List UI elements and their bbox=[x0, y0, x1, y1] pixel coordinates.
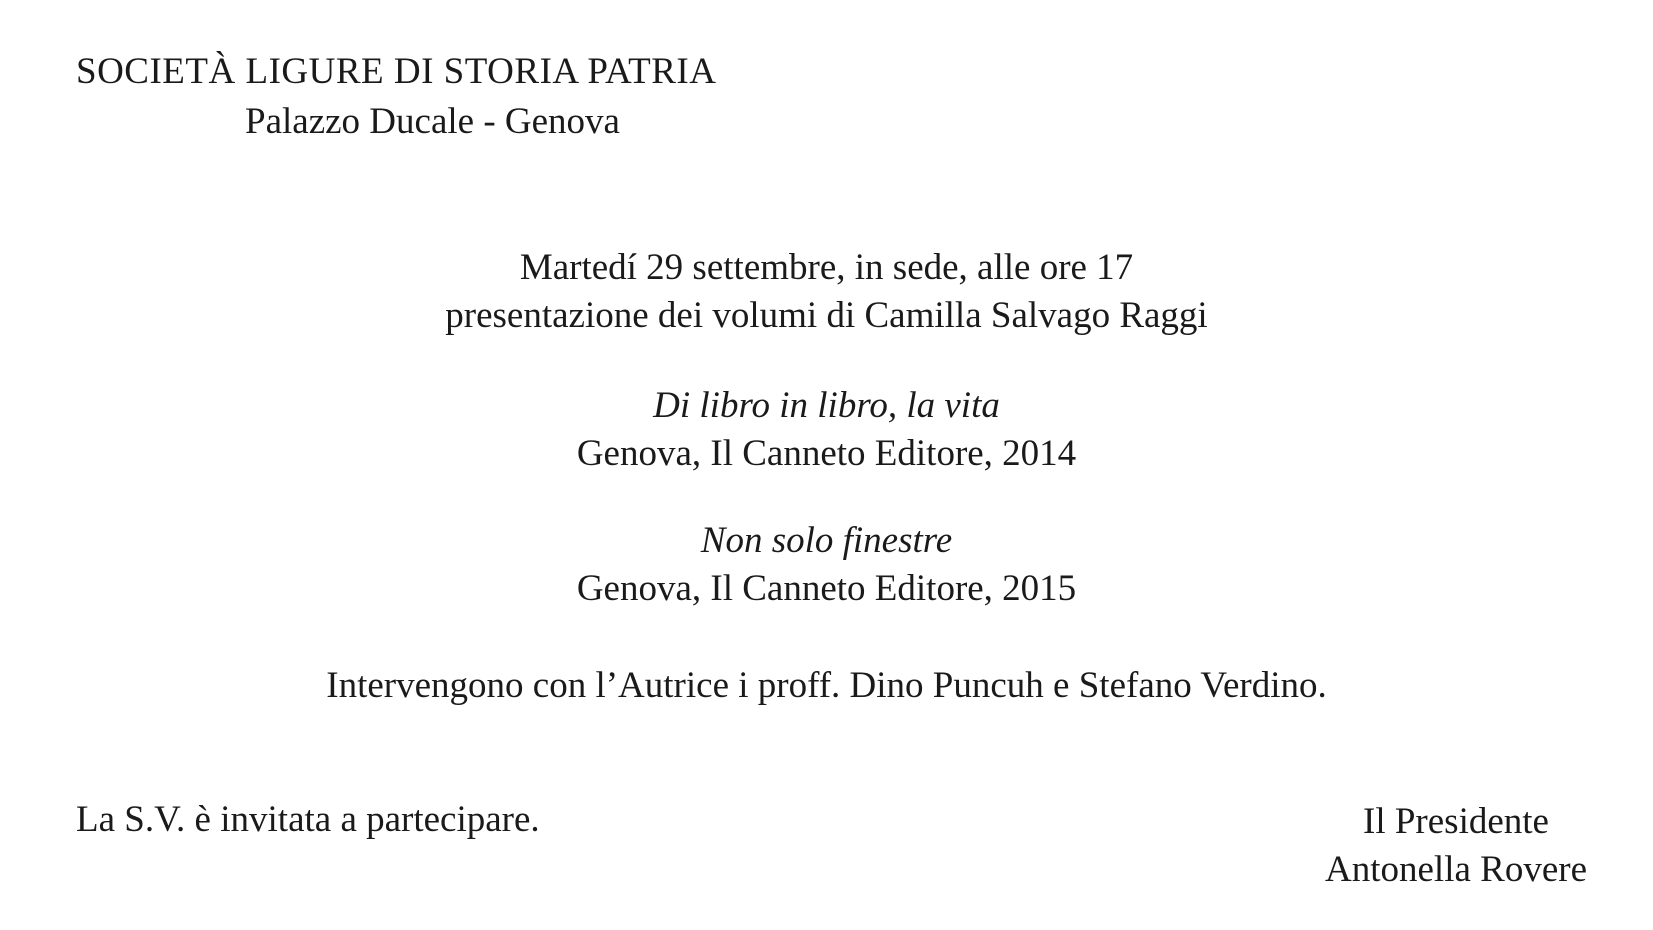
organization-location: Palazzo Ducale - Genova bbox=[245, 101, 620, 142]
invitation-text: La S.V. è invitata a partecipare. bbox=[76, 799, 540, 840]
book-entry bbox=[0, 382, 1653, 478]
signature-role: Il Presidente bbox=[1363, 801, 1549, 842]
book-publisher: Genova, Il Canneto Editore, 2014 bbox=[576, 433, 1077, 474]
speakers-line: Intervengono con l’Autrice i proff. Dino Puncuh e Stefano Verdino. bbox=[326, 665, 1327, 706]
presentation-line: presentazione dei volumi di Camilla Salvago Raggi bbox=[445, 295, 1208, 336]
book-title: Non solo finestre bbox=[700, 520, 953, 561]
signature-block bbox=[1325, 798, 1587, 894]
signature-name: Antonella Rovere bbox=[1325, 849, 1587, 890]
event-date-line: Martedí 29 settembre, in sede, alle ore 17 bbox=[519, 247, 1134, 288]
organization-name: SOCIETÀ LIGURE DI STORIA PATRIA bbox=[76, 51, 717, 92]
book-entry bbox=[0, 517, 1653, 613]
announcement bbox=[0, 244, 1653, 340]
book-title: Di libro in libro, la vita bbox=[653, 385, 1000, 426]
book-publisher: Genova, Il Canneto Editore, 2015 bbox=[576, 568, 1077, 609]
